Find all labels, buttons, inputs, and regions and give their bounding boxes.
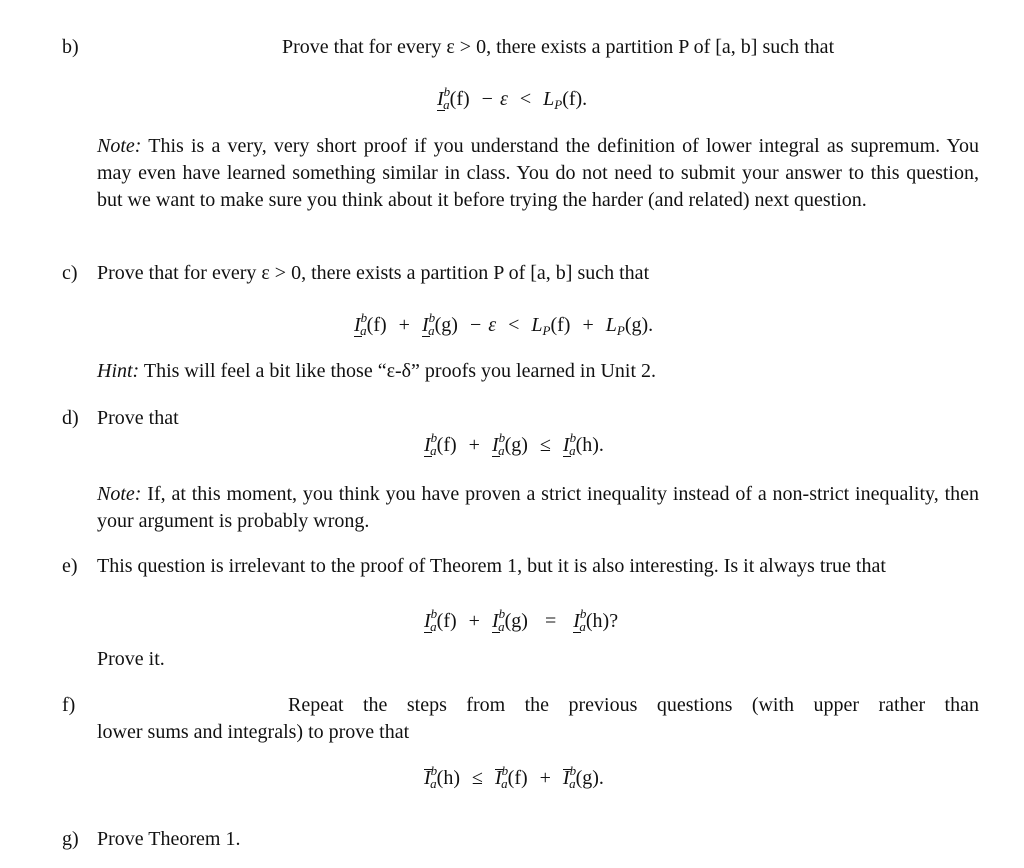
item-g-label: g) <box>62 828 79 850</box>
upper-integral-symbol: I <box>424 765 431 792</box>
lower-integral-symbol: I <box>492 432 499 459</box>
item-b-label: b) <box>62 36 79 58</box>
upper-integral-symbol: I <box>563 765 570 792</box>
lower-integral-symbol: I <box>437 86 444 113</box>
item-d-statement: Prove that <box>97 407 179 429</box>
lower-integral-symbol: I <box>563 432 570 459</box>
equation-d: $I^b_a(f) + I^b_a(g) \le I^b_a(h)$. <box>424 430 604 458</box>
item-g-statement: Prove Theorem 1. <box>97 828 241 850</box>
item-c-statement: Prove that for every ε > 0, there exists a partition P of [a, b] such that <box>97 262 650 284</box>
lower-integral-symbol: I <box>424 432 431 459</box>
lower-integral-symbol: I <box>424 608 431 635</box>
equation-f: $I^b_a(h) \le I^b_a(f) + I^b_a(g)$. <box>424 763 604 791</box>
item-c-label: c) <box>62 262 78 284</box>
equation-c: $I^b_a(f) + I^b_a(g) - \varepsilon < L_P(f) + L_P(g)$. <box>354 310 654 338</box>
item-d-label: d) <box>62 407 79 429</box>
item-b-note: Note: This is a very, very short proof if you understand the definition of lower integral as supremum. You may even have learned something similar in class. You do not need to submit your answer to this question, but we want to make sure you think about it before trying the harder (and related) next question. <box>97 135 979 211</box>
equation-e: $I^b_a(f) + I^b_a(g) = I^b_a(h)$? <box>424 606 619 634</box>
item-e-prove: Prove it. <box>97 648 165 670</box>
item-e-statement: This question is irrelevant to the proof of Theorem 1, but it is also interesting. Is it always true that <box>97 555 886 577</box>
equation-b: $I^b_a(f) - \varepsilon < L_P(f)$. <box>437 84 588 112</box>
lower-integral-symbol: I <box>573 608 580 635</box>
item-b-statement: Prove that for every ε > 0, there exists a partition P of [a, b] such that <box>282 36 835 58</box>
item-f-label: f) <box>62 694 76 716</box>
lower-integral-symbol: I <box>422 312 429 339</box>
lower-integral-symbol: I <box>354 312 361 339</box>
lower-integral-symbol: I <box>492 608 499 635</box>
item-f-statement-line2: lower sums and integrals) to prove that <box>97 721 410 743</box>
item-c-hint: Hint: This will feel a bit like those “ε-δ” proofs you learned in Unit 2. <box>97 360 656 382</box>
item-e-label: e) <box>62 555 78 577</box>
item-f-statement-line1: Repeat the steps from the previous questions (with upper rather than <box>288 694 979 716</box>
upper-integral-symbol: I <box>495 765 502 792</box>
item-d-note: Note: If, at this moment, you think you have proven a strict inequality instead of a non-strict inequality, then your argument is probably wrong. <box>97 483 979 532</box>
